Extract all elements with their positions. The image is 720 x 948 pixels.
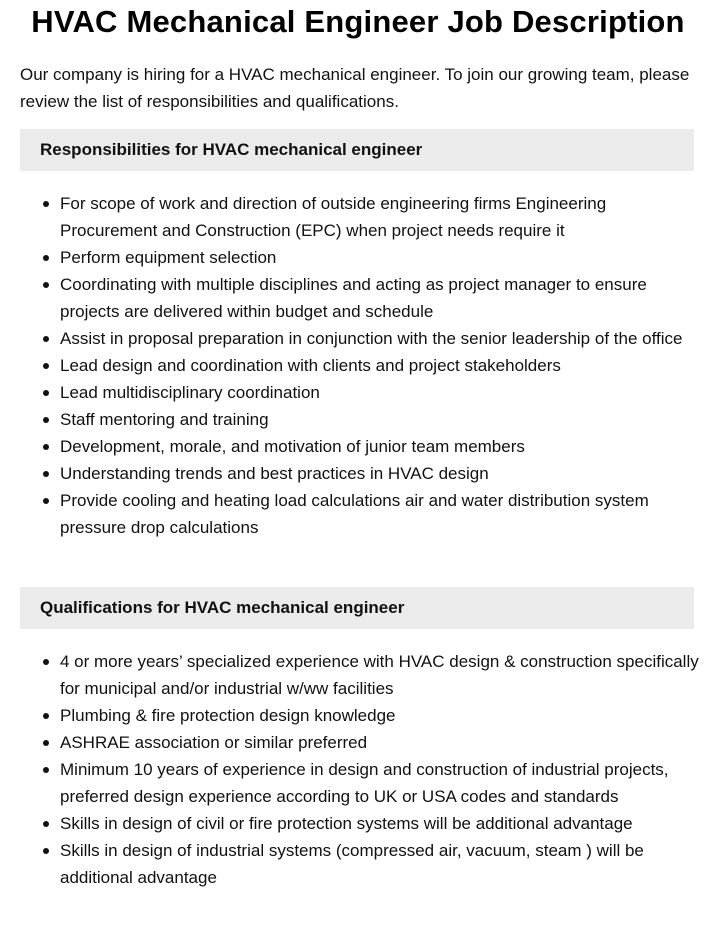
list-item: Skills in design of industrial systems (compressed air, vacuum, steam ) will be additional advantage [60, 837, 700, 891]
list-item: Assist in proposal preparation in conjunction with the senior leadership of the office [60, 325, 700, 352]
list-item: Coordinating with multiple disciplines and acting as project manager to ensure projects are delivered within budget and schedule [60, 271, 700, 325]
qualifications-list [20, 648, 700, 891]
list-item: Skills in design of civil or fire protection systems will be additional advantage [60, 810, 700, 837]
list-item: Development, morale, and motivation of junior team members [60, 433, 700, 460]
list-item: Understanding trends and best practices in HVAC design [60, 460, 700, 487]
list-item: Lead multidisciplinary coordination [60, 379, 700, 406]
page-title: HVAC Mechanical Engineer Job Description [31, 4, 685, 39]
list-item: Staff mentoring and training [60, 406, 700, 433]
list-item: 4 or more years’ specialized experience with HVAC design & construction specifically for municipal and/or industrial w/ww facilities [60, 648, 700, 702]
list-item: Plumbing & fire protection design knowledge [60, 702, 700, 729]
responsibilities-list [20, 190, 700, 541]
list-item: For scope of work and direction of outside engineering firms Engineering Procurement and Construction (EPC) when project needs require it [60, 190, 700, 244]
list-item: Minimum 10 years of experience in design and construction of industrial projects, preferred design experience according to UK or USA codes and standards [60, 756, 700, 810]
list-item: Provide cooling and heating load calculations air and water distribution system pressure drop calculations [60, 487, 700, 541]
responsibilities-heading: Responsibilities for HVAC mechanical engineer [20, 129, 694, 171]
qualifications-heading: Qualifications for HVAC mechanical engineer [20, 587, 694, 629]
intro-paragraph: Our company is hiring for a HVAC mechanical engineer. To join our growing team, please review the list of responsibilities and qualifications. [20, 65, 690, 111]
list-item: ASHRAE association or similar preferred [60, 729, 700, 756]
list-item: Perform equipment selection [60, 244, 700, 271]
list-item: Lead design and coordination with clients and project stakeholders [60, 352, 700, 379]
